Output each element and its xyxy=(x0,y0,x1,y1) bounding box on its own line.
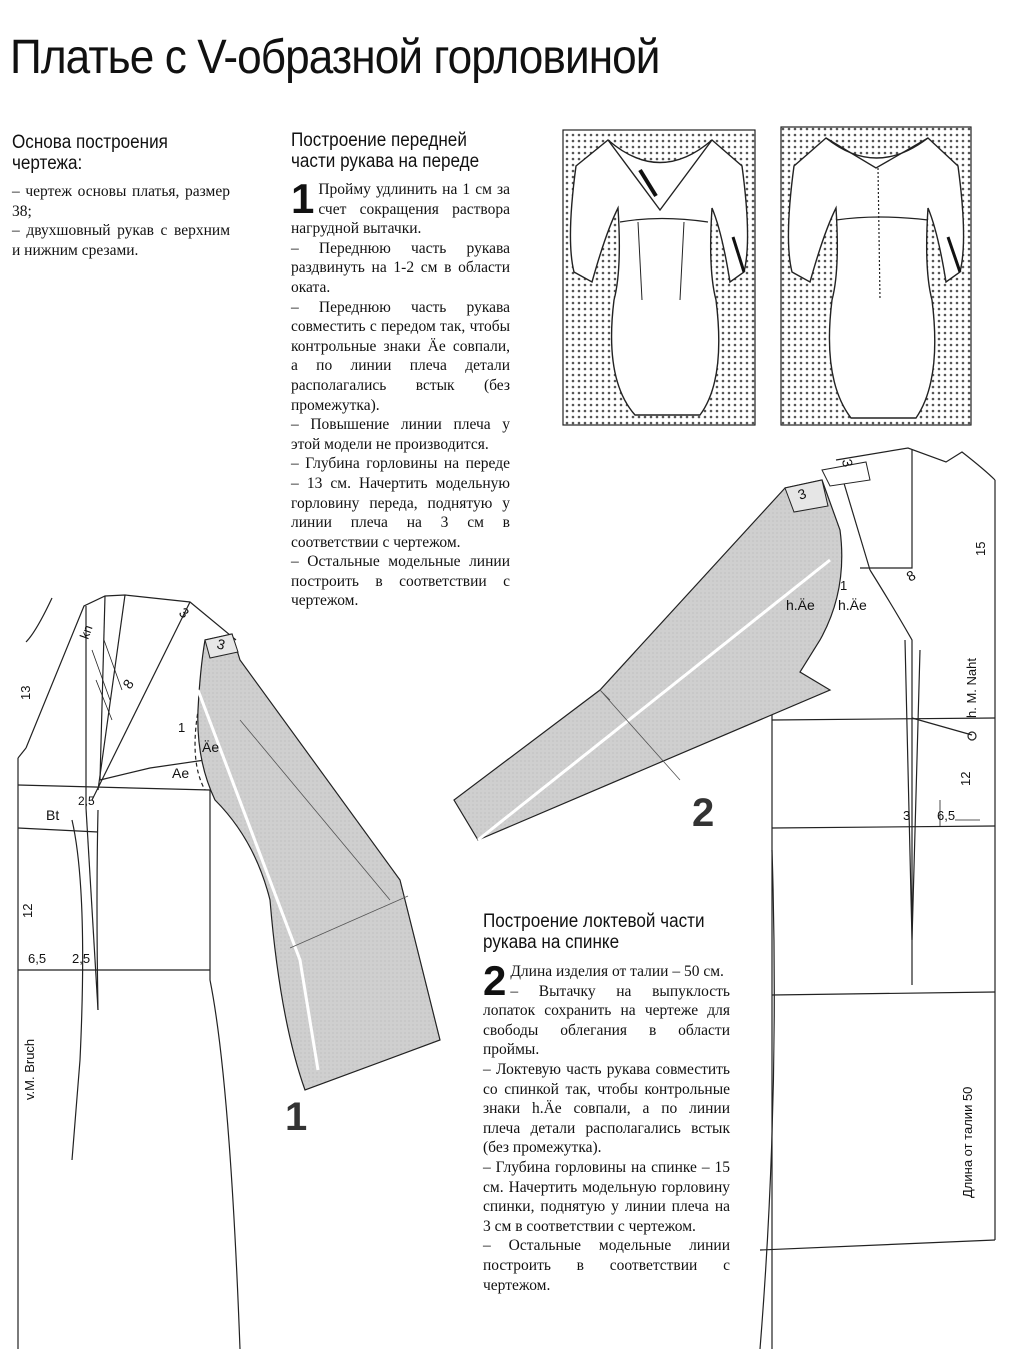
section-1-heading: Построение передней части рукава на переде xyxy=(291,130,480,172)
svg-text:15: 15 xyxy=(973,541,988,556)
svg-text:1: 1 xyxy=(840,578,848,593)
basis-text xyxy=(12,182,230,260)
section-1-paragraph-5: – Глубина горловины на переде – 13 см. Начертить модельную горловину переда, поднятую у линии плеча на 3 см в соответствии с чертежом. xyxy=(291,455,510,551)
svg-text:h. M. Naht: h. M. Naht xyxy=(964,658,979,718)
svg-text:kn: kn xyxy=(76,622,96,642)
svg-text:Äe: Äe xyxy=(202,739,220,755)
svg-text:12: 12 xyxy=(20,903,35,918)
section-2-paragraph-4: – Глубина горловины на спинке – 15 см. Начертить модельную горловину спинки, поднятую у линии плеча на 3 см в соответствии с чертежом. xyxy=(483,1158,730,1235)
section-2-number: 2 xyxy=(483,957,507,1004)
diagram-1-number: 1 xyxy=(285,1095,308,1139)
svg-text:2,5: 2,5 xyxy=(78,794,95,808)
section-1-paragraph-2: – Переднюю часть рукава раздвинуть на 1-2 см в области оката. xyxy=(291,239,510,296)
section-2-heading: Построение локтевой части рукава на спинке xyxy=(483,911,705,953)
section-2-paragraph-2: – Вытачку на выпуклость лопаток сохранить на чертеже для свободы облегания в области проймы. xyxy=(483,982,730,1059)
svg-text:3: 3 xyxy=(839,457,857,469)
svg-text:Длина от талии 50: Длина от талии 50 xyxy=(960,1086,975,1198)
sketch-front xyxy=(563,130,755,425)
section-1-text xyxy=(291,175,510,611)
svg-text:h.Äe: h.Äe xyxy=(838,597,867,613)
svg-text:8: 8 xyxy=(119,676,137,692)
svg-text:6,5: 6,5 xyxy=(28,951,47,966)
section-1-paragraph-3: – Переднюю часть рукава совместить с передом так, чтобы контрольные знаки Äe совпали, а по линии плеча детали располагались встык (без промежутка). xyxy=(291,298,510,414)
diagram-back-sleeve xyxy=(454,462,870,840)
svg-text:8: 8 xyxy=(903,566,919,585)
section-1-paragraph-1: Пройму удлинить на 1 см за счет сокращения раствора нагрудной вытачки. xyxy=(291,181,510,238)
page-title: Платье с V-образной горловиной xyxy=(10,31,660,84)
svg-text:Ae: Ae xyxy=(172,765,190,781)
svg-text:3: 3 xyxy=(903,808,911,823)
diagram-2-number: 2 xyxy=(692,791,715,835)
diagram-front-sleeve xyxy=(198,634,440,1090)
section-1-paragraph-4: – Повышение линии плеча у этой модели не производится. xyxy=(291,416,510,453)
section-1-paragraph-6: – Остальные модельные линии построить в соответствии с чертежом. xyxy=(291,553,510,610)
section-2-text xyxy=(483,957,730,1295)
basis-line-2: – двухшовный рукав с верхним и нижним срезами. xyxy=(12,222,230,259)
basis-line-1: – чертеж основы платья, размер 38; xyxy=(12,183,230,220)
section-2-paragraph-1: Длина изделия от талии – 50 см. xyxy=(510,963,724,980)
section-2-paragraph-3: – Локтевую часть рукава совместить со спинкой так, чтобы контрольные знаки h.Äe совпали, а по линии плеча детали располагались встык (без промежутка). xyxy=(483,1060,730,1157)
svg-text:3: 3 xyxy=(176,604,193,622)
section-1-number: 1 xyxy=(291,175,315,222)
svg-text:3: 3 xyxy=(795,485,809,503)
svg-text:6,5: 6,5 xyxy=(937,808,956,823)
basis-heading: Основа построения чертежа: xyxy=(12,132,168,174)
section-2-paragraph-5: – Остальные модельные линии построить в соответствии с чертежом. xyxy=(483,1237,730,1294)
svg-text:3: 3 xyxy=(215,635,227,653)
svg-text:13: 13 xyxy=(18,685,33,700)
svg-text:v.M. Bruch: v.M. Bruch xyxy=(22,1038,37,1100)
svg-text:1: 1 xyxy=(178,720,186,735)
svg-text:Bt: Bt xyxy=(46,807,60,823)
sketch-back xyxy=(781,127,971,425)
svg-text:h.Äe: h.Äe xyxy=(786,597,815,613)
svg-text:2,5: 2,5 xyxy=(72,951,91,966)
svg-text:12: 12 xyxy=(958,771,973,786)
